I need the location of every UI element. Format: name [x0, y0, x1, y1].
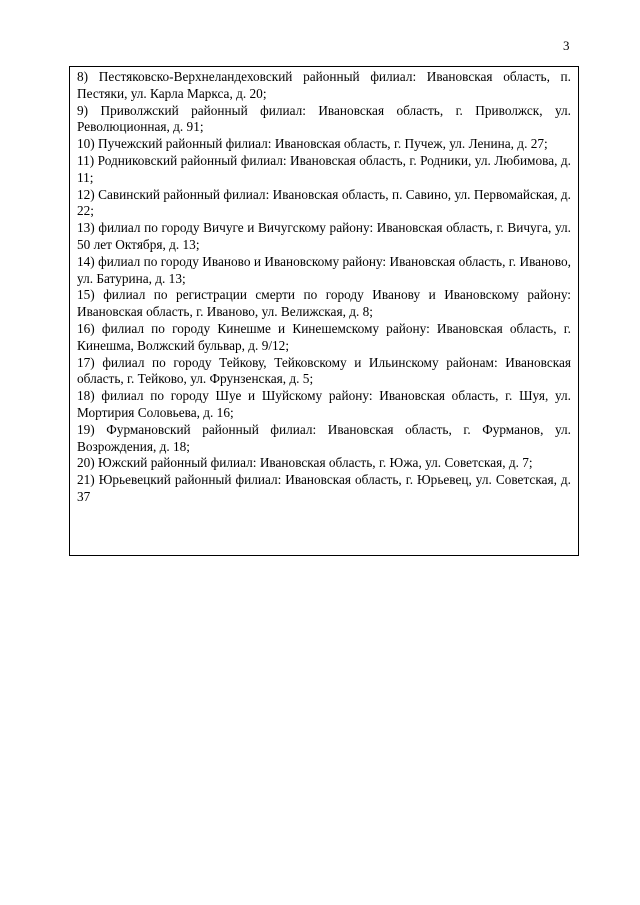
list-item-branch-10: 10) Пучежский районный филиал: Ивановская область, г. Пучеж, ул. Ленина, д. 27;	[77, 136, 548, 152]
list-item-branch-17: 17) филиал по городу Тейкову, Тейковскому и Ильинскому районам: Ивановская область, г. Тейково, ул. Фрунзенская, д. 5;	[77, 354, 571, 387]
list-item-branch-14: 14) филиал по городу Иваново и Ивановскому району: Ивановская область, г. Иваново, ул. Батурина, д. 13;	[77, 253, 571, 286]
list-item-branch-13: 13) филиал по городу Вичуге и Вичугскому району: Ивановская область, г. Вичуга, ул. 50 лет Октября, д. 13;	[77, 220, 571, 252]
list-item-branch-19: 19) Фурмановский районный филиал: Ивановская область, г. Фурманов, ул. Возрождения, д. 18;	[77, 421, 571, 454]
list-item-branch-16: 16) филиал по городу Кинешме и Кинешемскому району: Ивановская область, г. Кинешма, Волжский бульвар, д. 9/12;	[77, 320, 571, 353]
list-item-branch-21: 21) Юрьевецкий районный филиал: Ивановская область, г. Юрьевец, ул. Советская, д. 37	[77, 472, 571, 504]
list-item-branch-15: 15) филиал по регистрации смерти по городу Иванову и Ивановскому району: Ивановская область, г. Иваново, ул. Велижская, д. 8;	[77, 287, 571, 320]
list-item-branch-12: 12) Савинский районный филиал: Ивановская область, п. Савино, ул. Первомайская, д. 22;	[77, 186, 571, 219]
list-item-branch-9: 9) Приволжский районный филиал: Ивановская область, г. Приволжск, ул. Революционная, д. 91;	[77, 102, 571, 135]
list-item-branch-18: 18) филиал по городу Шуе и Шуйскому району: Ивановская область, г. Шуя, ул. Мортирия Соловьева, д. 16;	[77, 388, 571, 420]
branch-list-box	[69, 66, 579, 556]
list-item-branch-8: 8) Пестяковско-Верхнеландеховский районный филиал: Ивановская область, п. Пестяки, ул. Карла Маркса, д. 20;	[77, 69, 571, 101]
page-number: 3	[563, 38, 570, 53]
list-item-branch-20: 20) Южский районный филиал: Ивановская область, г. Южа, ул. Советская, д. 7;	[77, 455, 533, 471]
list-item-branch-11: 11) Родниковский районный филиал: Ивановская область, г. Родники, ул. Любимова, д. 11;	[77, 152, 571, 185]
